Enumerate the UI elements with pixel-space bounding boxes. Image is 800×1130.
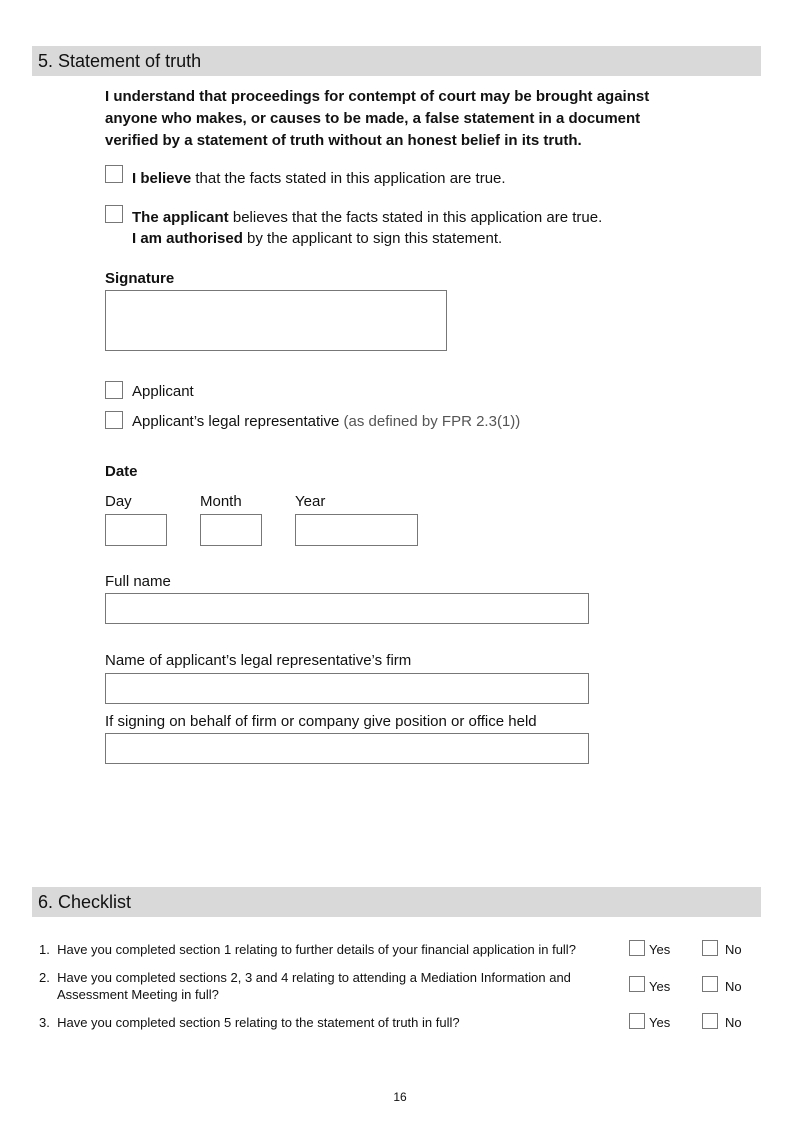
item-3-yes-checkbox[interactable] xyxy=(629,1013,645,1029)
section-5-header xyxy=(32,46,761,76)
month-label: Month xyxy=(200,493,242,510)
i-believe-bold: I believe xyxy=(132,170,192,187)
date-label: Date xyxy=(105,463,138,480)
legal-rep-text: Applicant’s legal representative xyxy=(132,413,340,430)
firm-field[interactable] xyxy=(105,673,589,704)
item-2-no-label: No xyxy=(725,979,742,994)
authorised-statement xyxy=(132,229,502,249)
checklist-item-1 xyxy=(39,941,576,958)
position-label: If signing on behalf of firm or company give position or office held xyxy=(105,713,537,730)
full-name-label: Full name xyxy=(105,573,171,590)
position-field[interactable] xyxy=(105,733,589,764)
firm-label: Name of applicant’s legal representative’s firm xyxy=(105,652,412,669)
item-number: 3. xyxy=(39,1015,50,1030)
statement-intro: I understand that proceedings for contempt of court may be brought against anyone who makes, or causes to be made, a false statement in a document verified by a statement of truth without an honest belief in its truth. xyxy=(105,88,650,149)
legal-rep-role-checkbox[interactable] xyxy=(105,411,123,429)
item-1-no-label: No xyxy=(725,942,742,957)
section-6-header xyxy=(32,887,761,917)
item-question: Have you completed section 1 relating to further details of your financial application in full? xyxy=(57,942,576,957)
item-1-no-checkbox[interactable] xyxy=(702,940,718,956)
item-1-yes-checkbox[interactable] xyxy=(629,940,645,956)
applicant-bold: The applicant xyxy=(132,209,229,226)
authorised-text: by the applicant to sign this statement. xyxy=(242,230,503,247)
item-1-yes-label: Yes xyxy=(649,942,671,957)
signature-label: Signature xyxy=(105,270,175,287)
checklist-item-3 xyxy=(39,1014,460,1031)
section-5-title: 5. Statement of truth xyxy=(38,51,202,71)
item-question: Have you completed section 5 relating to the statement of truth in full? xyxy=(57,1015,460,1030)
i-believe-checkbox[interactable] xyxy=(105,165,123,183)
applicant-believes-statement xyxy=(132,208,602,228)
item-number: 1. xyxy=(39,942,50,957)
item-2-yes-checkbox[interactable] xyxy=(629,976,645,992)
full-name-field[interactable] xyxy=(105,593,589,624)
applicant-role-checkbox[interactable] xyxy=(105,381,123,399)
year-field[interactable] xyxy=(295,514,418,546)
month-field[interactable] xyxy=(200,514,262,546)
checklist-item-2-line2: Assessment Meeting in full? xyxy=(57,987,219,1002)
applicant-believes-text: believes that the facts stated in this application are true. xyxy=(228,209,603,226)
item-number: 2. xyxy=(39,970,50,985)
applicant-role-label: Applicant xyxy=(132,383,194,400)
item-2-yes-label: Yes xyxy=(649,979,671,994)
day-field[interactable] xyxy=(105,514,167,546)
day-label: Day xyxy=(105,493,132,510)
item-question: Have you completed sections 2, 3 and 4 relating to attending a Mediation Information and xyxy=(57,970,571,985)
legal-rep-note: (as defined by FPR 2.3(1)) xyxy=(339,413,521,430)
authorised-bold: I am authorised xyxy=(132,230,243,247)
i-believe-text: that the facts stated in this application are true. xyxy=(191,170,506,187)
applicant-believes-checkbox[interactable] xyxy=(105,205,123,223)
signature-field[interactable] xyxy=(105,290,447,351)
i-believe-statement xyxy=(132,169,506,189)
year-label: Year xyxy=(295,493,326,510)
item-3-yes-label: Yes xyxy=(649,1015,671,1030)
page-number: 16 xyxy=(393,1090,407,1104)
item-2-no-checkbox[interactable] xyxy=(702,976,718,992)
item-3-no-checkbox[interactable] xyxy=(702,1013,718,1029)
legal-rep-role-label xyxy=(132,412,520,432)
item-3-no-label: No xyxy=(725,1015,742,1030)
section-6-title: 6. Checklist xyxy=(38,892,132,912)
checklist-item-2 xyxy=(39,969,571,986)
